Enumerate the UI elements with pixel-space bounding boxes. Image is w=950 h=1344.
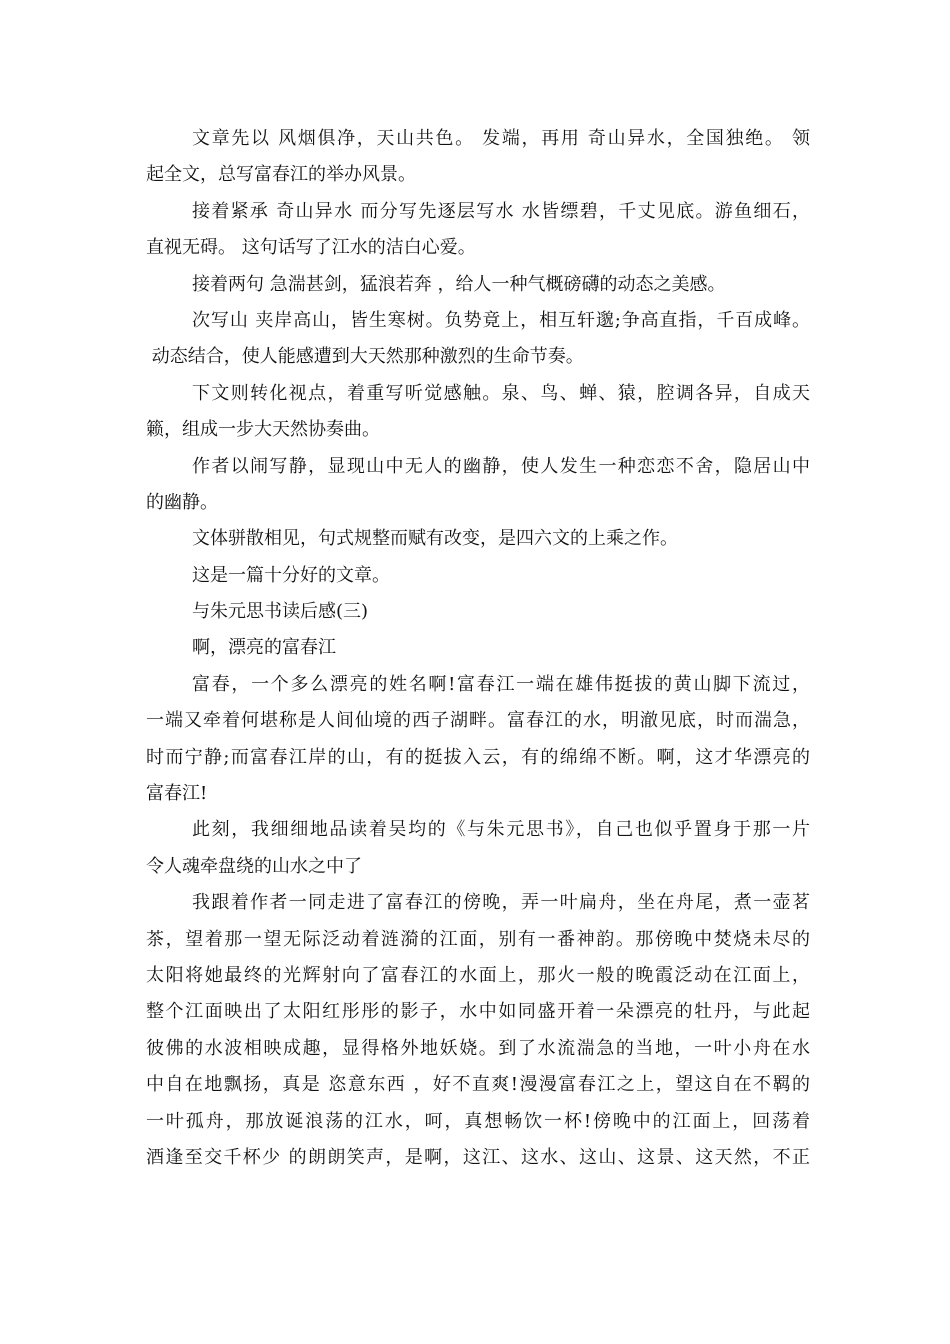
text-line: 接着两句 急湍甚剑，猛浪若奔 ，给人一种气概磅礴的动态之美感。 bbox=[192, 273, 726, 295]
text-line: 时而宁静;而富春江岸的山，有的挺拔入云，有的绵绵不断。啊，这才华漂亮的 bbox=[146, 746, 810, 768]
text-line: 太阳将她最终的光辉射向了富春江的水面上，那火一般的晚霞泛动在江面上， bbox=[146, 964, 810, 986]
text-line: 下文则转化视点，着重写听觉感触。泉、鸟、蝉、猿，腔调各异，自成天 bbox=[192, 382, 810, 404]
text-line: 这是一篇十分好的文章。 bbox=[192, 564, 390, 586]
text-line: 文体骈散相见，句式规整而赋有改变，是四六文的上乘之作。 bbox=[192, 528, 678, 550]
text-line: 直视无碍。 这句话写了江水的洁白心爱。 bbox=[146, 237, 476, 259]
text-line: 一叶孤舟，那放诞浪荡的江水，呵，真想畅饮一杯!傍晚中的江面上，回荡着 bbox=[146, 1110, 810, 1132]
text-line: 动态结合，使人能感遭到大天然那种激烈的生命节奏。 bbox=[146, 346, 584, 368]
text-line: 作者以闹写静，显现山中无人的幽静，使人发生一种恋恋不舍，隐居山中 bbox=[192, 455, 810, 477]
section-heading: 与朱元思书读后感(三) bbox=[192, 601, 369, 623]
text-line: 我跟着作者一同走进了富春江的傍晚，弄一叶扁舟，坐在舟尾，煮一壶茗 bbox=[192, 892, 810, 914]
text-line: 此刻，我细细地品读着吴均的《与朱元思书》，自己也似乎置身于那一片 bbox=[192, 819, 810, 841]
text-line: 彼佛的水波相映成趣，显得格外地妖娆。到了水流湍急的当地，一叶小舟在水 bbox=[146, 1037, 810, 1059]
section-subtitle: 啊，漂亮的富春江 bbox=[192, 637, 336, 659]
text-line: 令人魂牵盘绕的山水之中了 bbox=[146, 855, 362, 877]
text-line: 起全文，总写富春江的举办风景。 bbox=[146, 164, 416, 186]
document-text bbox=[146, 121, 810, 1176]
text-line: 富春，一个多么漂亮的姓名啊!富春江一端在雄伟挺拔的黄山脚下流过， bbox=[192, 673, 810, 695]
text-line: 文章先以 风烟俱净，天山共色。 发端，再用 奇山异水，全国独绝。 领 bbox=[192, 128, 810, 149]
text-line: 一端又牵着何堪称是人间仙境的西子湖畔。富春江的水，明澈见底，时而湍急， bbox=[146, 710, 810, 732]
text-line: 酒逢至交千杯少 的朗朗笑声，是啊，这江、这水、这山、这景、这天然，不正 bbox=[146, 1146, 810, 1168]
text-line: 籁，组成一步大天然协奏曲。 bbox=[146, 419, 380, 441]
text-line: 的幽静。 bbox=[146, 491, 218, 513]
text-line: 接着紧承 奇山异水 而分写先逐层写水 水皆缥碧，千丈见底。游鱼细石， bbox=[192, 200, 810, 222]
text-line: 茶，望着那一望无际泛动着涟漪的江面，别有一番神韵。那傍晚中焚烧未尽的 bbox=[146, 928, 810, 950]
text-line: 整个江面映出了太阳红彤彤的影子，水中如同盛开着一朵漂亮的牡丹，与此起 bbox=[146, 1001, 810, 1023]
text-line: 富春江! bbox=[146, 783, 208, 805]
text-line: 中自在地飘扬，真是 恣意东西 ，好不直爽!漫漫富春江之上，望这自在不羁的 bbox=[146, 1074, 810, 1096]
text-line: 次写山 夹岸高山，皆生寒树。负势竟上，相互轩邈;争高直指，千百成峰。 bbox=[192, 309, 810, 331]
